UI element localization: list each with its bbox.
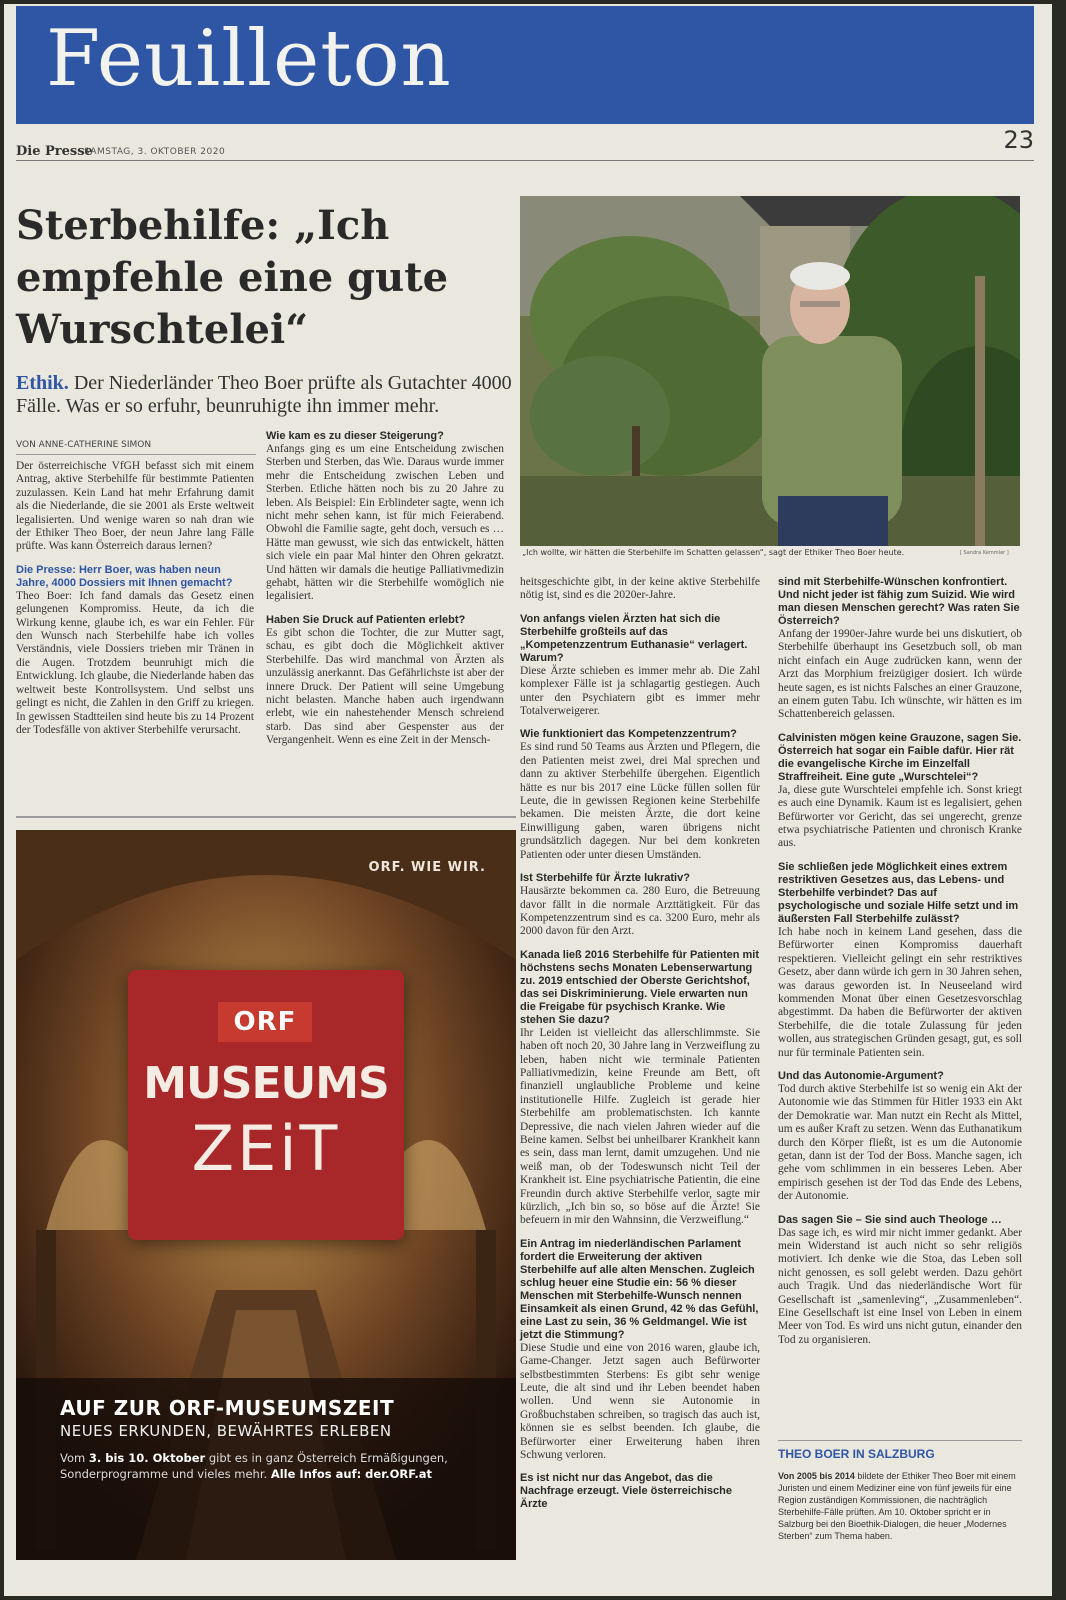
- article-standfirst: [16, 372, 516, 418]
- interview-answer: Theo Boer: Ich fand damals das Gesetz einen gelungenen Kompromiss. Heute, da ich die Wirkung kenne, glaube ich, es war ein Fehler. Für den Wunsch nach Sterbehilfe habe ich volles Verständnis, viele Dossiers trieben mir Tränen in die Augen. Trotzdem beunruhigt mich die Entwicklung. Ich glaube, die Niederlande haben das weltweit beste Kontrollsystem. Und selbst uns gelingt es nicht, die Zahlen in den Griff zu kriegen. In gewissen Stadtteilen sind heute bis zu 14 Prozent der Todesfälle von aktiver Sterbehilfe verursacht.: [16, 589, 254, 736]
- article-intro: Der österreichische VfGH befasst sich mit einem Antrag, aktive Sterbehilfe für bestimmte Patienten zuzulassen. Kein Land hat mehr Erfahrung damit als die Niederlande, die sie 2001 als Erste weltweit legalisierten. Und wenige waren so nah dran wie der Ethiker Theo Boer, der neun Jahre lang Fälle prüfte. Was kann Österreich daraus lernen?: [16, 460, 254, 553]
- photo-caption: „Ich wollte, wir hätten die Sterbehilfe im Schatten gelassen“, sagt der Ethiker Theo Boer heute.: [522, 548, 905, 557]
- portrait-photo: [520, 196, 1020, 546]
- interview-answer: Ich habe noch in keinem Land gesehen, dass die Befürworter einen Kompromiss dauerhaft respektieren. Vielleicht gelingt ein sehr restriktives Gesetz, aber dann würde ich gern in 30 Jahren sehen, was daraus geworden ist. In Neuseeland wird kommenden Monat über einen Gesetzesvorschlag abgestimmt. Da haben die Befürworter der aktiven Sterbehilfe, die die totale Zulassung für jeden wollen, aus strategischen Gründen gesagt, gut, es soll nur für terminale Patienten sein.: [778, 925, 1022, 1059]
- logo-title-line2: ZEiT: [191, 1112, 341, 1185]
- interview-question: Das sagen Sie – Sie sind auch Theologe …: [778, 1213, 1002, 1226]
- article-column-4: [778, 576, 1022, 1347]
- interview-question: Und das Autonomie-Argument?: [778, 1069, 944, 1082]
- ad-info-pre: Vom: [60, 1451, 89, 1465]
- interview-answer: heitsgeschichte gibt, in der keine aktive Sterbehilfe nötig ist, sind es die 2020er-Jahre.: [520, 576, 760, 602]
- interview-answer: Es sind rund 50 Teams aus Ärzten und Pflegern, die den Patienten meist zwei, drei Mal sprechen und dann zu aktiver Sterbehilfe übergehen. Eigentlich hätte es nur bis 2017 eine Lücke füllen sollen für Leute, die in gewissen Regionen keine Sterbehilfe bekamen. Die meisten Ärzte, die dort keine Einwilligung gaben, waren übrigens nicht grundsätzlich dagegen. Nur bei dem konkreten Patienten oder unter diesen Umständen.: [520, 741, 760, 861]
- interview-question: Von anfangs vielen Ärzten hat sich die Sterbehilfe großteils auf das „Kompetenzzentrum Euthanasie“ verlagert. Warum?: [520, 612, 748, 664]
- infobox-body: bildete der Ethiker Theo Boer mit einem Juristen und einem Mediziner eine von fünf jeweils für eine Region zuständigen Kommissionen, die nachträglich Sterbehilfe-Fälle prüften. Am 10. Oktober spricht er in Salzburg bei den Bioethik-Dialogen, die heuer „Modernes Sterben“ zum Thema haben.: [778, 1471, 1016, 1541]
- infobox-lead: Von 2005 bis 2014: [778, 1471, 855, 1481]
- interview-answer: Hausärzte bekommen ca. 280 Euro, die Betreuung davor fällt in die normale Arzttätigkeit. Für das Kompetenzzentrum sind es ca. 3200 Euro, mehr als 2000 davon für den Arzt.: [520, 885, 760, 938]
- interview-question: Ist Sterbehilfe für Ärzte lukrativ?: [520, 872, 690, 885]
- section-banner: [16, 6, 1034, 124]
- interview-question: Wie kam es zu dieser Steigerung?: [266, 430, 444, 442]
- interview-question: Haben Sie Druck auf Patienten erlebt?: [266, 613, 466, 626]
- interview-question: Die Presse: Herr Boer, was haben neun Jahre, 4000 Dossiers mit Ihnen gemacht?: [16, 563, 233, 589]
- interview-answer: Anfangs ging es um eine Entscheidung zwischen Sterben und Sterben, das Wie. Daraus wurde immer mehr die Entscheidung zwischen Leben und Sterben. Etliche hätten noch bis zu 20 Jahre zu leben. Als Beispiel: Ein Erblindeter sagte, wenn ich nicht mehr sehen kann, ist für mich Feierabend. Obwohl die Familie sagte, geht doch, versuch es … Hätte man gewusst, wie sich das entwickelt, hätten sich viele ein paar Mal hinter den Ohren gekratzt. Und hätten wir damals die heutige Palliativmedizin gehabt, hätten wir die Sterbehilfe womöglich nie legalisiert.: [266, 443, 504, 603]
- interview-answer: Tod durch aktive Sterbehilfe ist so wenig ein Akt der Autonomie wie das Stimmen für Hitler 1933 ein Akt der Demokratie war. Man nutzt ein Recht als Mittel, um es außer Kraft zu setzen. Wenn das Euthanatikum durch den Körper fließt, ist es um die Autonomie getan, dann ist der Tod der Boss. Manche sagen, ich gehe vom schlimmen in ein besseres Leben. Aber empirisch gesehen ist der Tod das Ende des Lebens, der Autonomie.: [778, 1082, 1022, 1203]
- photo-credit: [ Sandra Kemmler ]: [960, 550, 1009, 556]
- page-number: 23: [1003, 126, 1034, 154]
- newspaper-name: Die Presse: [16, 144, 93, 159]
- interview-answer: Ihr Leiden ist vielleicht das allerschlimmste. Sie haben oft noch 20, 30 Jahre lang in Verzweiflung zu leben, haben nicht wie terminale Patienten Palliativmedizin, keine Freunde am Bett, oft finanziell unglaubliche Probleme und keine institutionelle Hilfe. Zugleich ist gerade hier Sterbehilfe am problematischsten. Ich kannte Depressive, die nach vielen Jahren wieder auf die Beine kamen. Selbst bei unheilbarer Krankheit kann es sein, dass man lernt, damit umzugehen. Und nie weiß man, ob der Todeswunsch nicht Teil der Krankheit ist. Eine psychiatrische Patientin, die eine Freundin durch aktive Sterbehilfe verlor, sagte mir kürzlich, „Ich bin so, so böse auf die Ärzte! Sie befeuern in mir den Wahnsinn, die Verzweiflung.“: [520, 1026, 760, 1227]
- interview-answer: Das sage ich, es wird mir nicht immer gedankt. Aber mein Widerstand ist auch nicht so sehr religiös motiviert. Ich denke wie die Stoa, das Leben soll nicht genossen, es soll gelebt werden. Dazu gehört auch Tragik. Und das niederländische Wort für Gesellschaft ist „samenleving“, „Zusammenleben“. Eine Gesellschaft ist eine Insel von Leben in einem Meer von Tod. Es wird uns nicht gutun, einander den Tod zu organisieren.: [778, 1226, 1022, 1346]
- ad-info-text: [60, 1450, 490, 1482]
- ad-slogan: ORF. WIE WIR.: [368, 860, 486, 875]
- article-column-2: [266, 430, 504, 748]
- ad-info-dates: 3. bis 10. Oktober: [88, 1451, 206, 1465]
- interview-question: Ein Antrag im niederländischen Parlament fordert die Erweiterung der aktiven Sterbehilfe auf alle alten Menschen. Zugleich schlug heuer eine Studie ein: 56 % dieser Menschen mit Sterbehilfe-Wunsch nennen Einsamkeit als einen Grund, 42 % das Gefühl, eine Last zu sein, 36 % Geldmangel. Wie ist jetzt die Stimmung?: [520, 1237, 759, 1341]
- section-title: Feuilleton: [46, 14, 452, 104]
- interview-question: sind mit Sterbehilfe-Wünschen konfrontiert. Und nicht jeder ist fähig zum Suizid. Wie wird man diesen Menschen gerecht? Was raten Sie Österreich?: [778, 576, 1020, 627]
- orf-advertisement: [16, 830, 516, 1560]
- interview-answer: Ja, diese gute Wurschtelei empfehle ich. Sonst kriegt es auch eine Dynamik. Kaum ist es legalisiert, gehen Befürworter vor Gericht, das sei ungerecht, grenze etwa psychiatrische Patienten und chronisch Kranke aus.: [778, 783, 1022, 850]
- interview-question: Sie schließen jede Möglichkeit eines extrem restriktiven Gesetzes aus, das Lebens- und Sterbehilfe verbindet? Das auf psychologische und soziale Hilfe setzt und im äußersten Fall Sterbehilfe zulässt?: [778, 860, 1019, 925]
- garden-portrait-image: [520, 196, 1020, 546]
- interview-question: Es ist nicht nur das Angebot, das die Nachfrage erzeugt. Viele österreichische Ärzte: [520, 1472, 732, 1511]
- article-headline: Sterbehilfe: „Ich empfehle eine gute Wurschtelei“: [16, 202, 449, 353]
- logo-title-line1: MUSEUMS: [143, 1058, 389, 1109]
- ad-separator: [16, 816, 516, 818]
- interview-question: Wie funktioniert das Kompetenzzentrum?: [520, 728, 737, 741]
- standfirst-kicker: Ethik.: [16, 372, 69, 394]
- infobox-heading: THEO BOER IN SALZBURG: [778, 1440, 1022, 1461]
- museumszeit-logo: [128, 970, 404, 1240]
- interview-question: Kanada ließ 2016 Sterbehilfe für Patienten mit höchstens sechs Monaten Lebenserwartung zu. 2019 entschied der Oberste Gerichtshof, das sei Diskriminierung. Viele erwarten nun die Freigabe für psychisch Kranke. Wie stehen Sie dazu?: [520, 948, 760, 1026]
- publication-date: SAMSTAG, 3. OKTOBER 2020: [84, 147, 226, 157]
- newspaper-page: [4, 4, 1052, 1596]
- interview-answer: Diese Ärzte schieben es immer mehr ab. Die Zahl komplexer Fälle ist ja schlagartig gestiegen. Auch unter den Psychiatern gibt es immer mehr Totalverweigerer.: [520, 664, 760, 718]
- masthead-rule: [16, 160, 1034, 161]
- infobox-text: [778, 1470, 1018, 1542]
- interview-answer: Anfang der 1990er-Jahre wurde bei uns diskutiert, ob Sterbehilfe überhaupt ins Gesetzbuch soll, ob man nicht einfach ein Auge zudrücken kann, wenn der Arzt das Morphium freizügiger dosiert. Ich würde heute sagen, es ist nichts Falsches an einer Grauzone, an einem guten Tabu. Ich wünschte, wir hätten es im Schattenbereich gelassen.: [778, 628, 1022, 721]
- ad-info-link[interactable]: Alle Infos auf: der.ORF.at: [270, 1467, 433, 1481]
- interview-answer: Diese Studie und eine von 2016 waren, glaube ich, Game-Changer. Jetzt sagen auch Befürworter selbstbestimmten Sterbens: Es gibt sehr wenige Leute, die alt sind und ihr Leben beendet haben wollen. Und wenn sie Autonomie in Großbuchstaben schreiben, so tragisch das auch ist, können sie es selbst beenden. Ich glaube, die Befürworter einer Erweiterung haben ihren Schwung verloren.: [520, 1341, 760, 1462]
- orf-logo: ORF: [218, 1002, 312, 1042]
- interview-question: Calvinisten mögen keine Grauzone, sagen Sie. Österreich hat sogar ein Faible dafür. Hier rät die evangelische Kirche im Einzelfall Straffreiheit. Eine gute „Wurschtelei“?: [778, 731, 1022, 783]
- ad-info-mid: gibt es in ganz Österreich Ermäßigungen, Sonderprogramme und vieles mehr.: [60, 1451, 448, 1481]
- interview-answer: Es gibt schon die Tochter, die zur Mutter sagt, schau, es gibt doch die Möglichkeit aktiver Sterbehilfe. Das wird manchmal von Ärzten als unzulässig anerkannt. Das Gefährlichste ist aber der innere Druck. Der Patient will seine Umgebung nicht belasten. Manche haben auch irgendwann erlebt, wie ein nahestehender Mensch schreiend starb. Das sind aber Gespenster aus der Vergangenheit. Wenn es eine Zeit in der Mensch-: [266, 626, 504, 747]
- standfirst-text: Der Niederländer Theo Boer prüfte als Gutachter 4000 Fälle. Was er so erfuhr, beunruhigte ihn immer mehr.: [16, 372, 512, 417]
- ad-headline: AUF ZUR ORF-MUSEUMSZEIT: [60, 1396, 395, 1420]
- ad-subline: NEUES ERKUNDEN, BEWÄHRTES ERLEBEN: [60, 1422, 392, 1440]
- article-column-1: [16, 460, 254, 737]
- byline: VON ANNE-CATHERINE SIMON: [16, 440, 256, 455]
- article-column-3: [520, 576, 760, 1511]
